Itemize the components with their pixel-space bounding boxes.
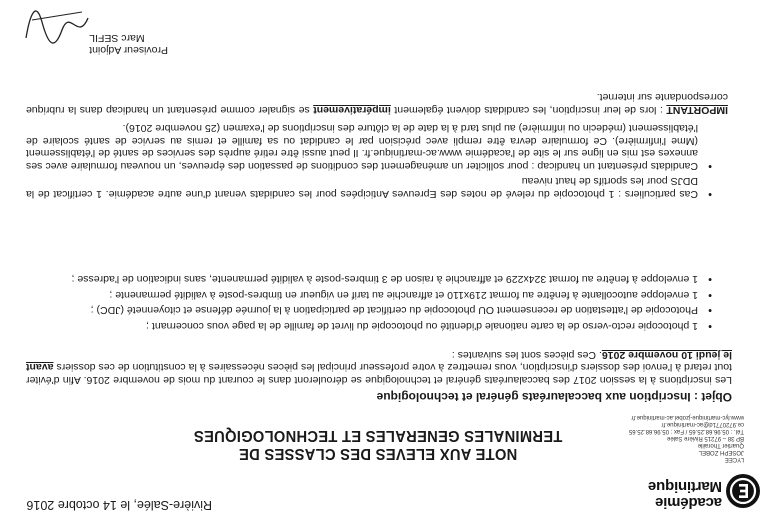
list-item: • 1 enveloppe à fenêtre au format 324x229 et affranchie à raison de 3 timbres-poste à validité permanente, sans indication de l'adresse ; bbox=[26, 273, 712, 286]
list-item: • 1 photocopie recto-verso de la carte nationale d'identité ou photocopie du livret de famille de la page vous concernant ; bbox=[26, 320, 712, 333]
required-documents-list bbox=[26, 270, 712, 332]
important-notice bbox=[26, 91, 728, 116]
handwritten-signature bbox=[22, 4, 92, 48]
list-item: • Cas particuliers : 1 photocopie du relevé de notes des Epreuves Anticipées pour les candidats venant d'une autre académie. 1 certificat de la DDJS pour les sportifs de haut niveau bbox=[26, 175, 712, 200]
signature-block bbox=[89, 32, 168, 56]
subject-line: Objet : Inscription aux baccalauréats général et technologique bbox=[376, 390, 732, 404]
school-address-2: BP 38 – 97215 Rivière Salée bbox=[667, 435, 744, 441]
academie-logo-icon bbox=[726, 474, 760, 508]
document-title bbox=[157, 426, 599, 462]
intro-text-1: Les inscriptions à la session 2017 des baccalauréats général et technologique se dérouleront dans le courant du mois de novembre 2016. Afin d'éviter tout retard à l'envoi des dossiers d'inscription, vous remettrez à votre professeur principal les pièces nécessaires à la constitution de ces dossiers bbox=[26, 361, 732, 386]
school-address-1: Quartier Thoraille bbox=[697, 442, 744, 448]
special-cases-list bbox=[26, 119, 712, 200]
signatory-title: Proviseur Adjoint bbox=[89, 44, 168, 56]
important-label: IMPORTANT bbox=[666, 104, 728, 116]
school-name: LYCEE bbox=[724, 456, 744, 462]
important-text-1: : lors de leur inscription, les candidats doivent également bbox=[390, 104, 667, 116]
intro-paragraph bbox=[26, 349, 732, 387]
school-subname: JOSEPH ZOBEL bbox=[698, 449, 744, 455]
intro-text-2: . Ces pièces sont les suivantes : bbox=[451, 349, 602, 361]
list-item: • Candidats présentant un handicap : pour solliciter un aménagement des conditions de passation des épreuves, un nouveau formulaire avec ses annexes est mis en ligne sur le site de l'académie www.ac-martinique.fr. Il peut aussi être retiré auprès des services de santé de l'établissement (Mme l'infirmière). Ce formulaire devra être rempli avec précision par le candidat ou sa famille et remis au service de santé scolaire de l'établissement (médecin ou infirmière) au plus tard à la date de la clôture des inscriptions de l'examen (25 novembre 2016). bbox=[26, 122, 712, 172]
school-address-block bbox=[629, 413, 744, 462]
list-item: • 1 enveloppe autocollante à fenêtre au format 219x110 et affranchie au tarif en vigueur en timbres-poste à validité permanente ; bbox=[26, 289, 712, 302]
title-line-1: NOTE AUX ELEVES DES CLASSES DE bbox=[238, 445, 518, 462]
academie-logo bbox=[632, 468, 760, 512]
intro-deadline: avant le jeudi 10 novembre 2016 bbox=[26, 349, 732, 374]
school-website: www.lyc-martinique-jzobel.ac-martinique.fr bbox=[631, 414, 744, 420]
logo-line-1: académie bbox=[655, 494, 722, 511]
title-line-2: TERMINALES GENERALES ET TECHNOLOGIQUES bbox=[193, 427, 563, 444]
logo-line-2: Martinique bbox=[648, 478, 722, 495]
school-email: ce.9720771d@ac-martinique.fr bbox=[661, 421, 744, 427]
list-item: • Photocopie de l'attestation de recensement OU photocopie du certificat de participation à la journée défense et citoyenneté (JDC) ; bbox=[26, 304, 712, 317]
important-text-2: se signaler comme présentant un handicap dans la rubrique correspondante sur internet. bbox=[25, 91, 728, 116]
important-emphasis: impérativement bbox=[313, 104, 391, 116]
signatory-name: Marc SEFIL bbox=[89, 32, 145, 44]
document-date: Rivière-Salée, le 14 octobre 2016 bbox=[26, 498, 212, 512]
school-phone: Tél. : 05.96.68.25.65 / Fax : 05.96.68.25.65 bbox=[628, 428, 744, 434]
